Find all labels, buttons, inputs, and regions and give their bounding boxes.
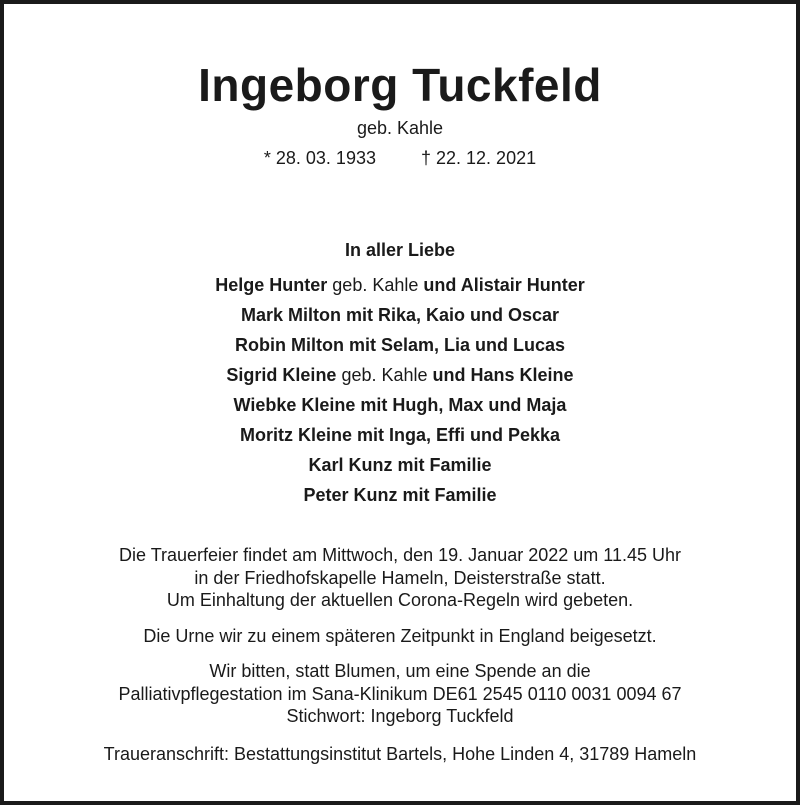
mourner-line	[0, 364, 800, 394]
deceased-name: Ingeborg Tuckfeld	[198, 59, 602, 111]
mourner-line	[0, 394, 800, 424]
mourning-address: Traueranschrift: Bestattungsinstitut Bartels, Hohe Linden 4, 31789 Hameln	[103, 744, 697, 764]
mourner-line	[0, 484, 800, 514]
mourner-line	[0, 454, 800, 484]
funeral-info	[0, 544, 800, 612]
in-love-heading: In aller Liebe	[344, 240, 456, 260]
funeral-line: Um Einhaltung der aktuellen Corona-Regeln wird gebeten.	[166, 590, 634, 610]
mourner-name: Moritz Kleine mit Inga, Effi und Pekka	[239, 425, 561, 445]
mourner-name: Mark Milton mit Rika, Kaio und Oscar	[240, 305, 560, 325]
death-date: † 22. 12. 2021	[421, 148, 537, 168]
donation-line: Stichwort: Ingeborg Tuckfeld	[286, 706, 514, 726]
mourner-line	[0, 424, 800, 454]
mourner-line	[0, 304, 800, 334]
mourner-name: Helge Hunter	[215, 275, 328, 295]
mourner-line	[0, 334, 800, 364]
mourner-note: geb. Kahle	[336, 365, 433, 385]
mourner-name: Sigrid Kleine	[226, 365, 337, 385]
mourner-line	[0, 274, 800, 304]
donation-line: Palliativpflegestation im Sana-Klinikum DE61 2545 0110 0031 0094 67	[118, 683, 682, 704]
funeral-line: Die Trauerfeier findet am Mittwoch, den 19. Januar 2022 um 11.45 Uhr	[119, 545, 681, 565]
mourner-name: und Hans Kleine	[432, 365, 574, 385]
funeral-line: in der Friedhofskapelle Hameln, Deisterstraße statt.	[194, 567, 606, 588]
life-dates	[0, 148, 800, 169]
mourner-note: geb. Kahle	[327, 275, 424, 295]
birth-date: * 28. 03. 1933	[263, 148, 376, 168]
maiden-name: geb. Kahle	[356, 118, 444, 138]
urn-info: Die Urne wir zu einem späteren Zeitpunkt in England beigesetzt.	[143, 626, 657, 646]
mourner-name: Peter Kunz mit Familie	[303, 485, 497, 505]
mourner-name: Robin Milton mit Selam, Lia und Lucas	[234, 335, 566, 355]
mourner-name: und Alistair Hunter	[423, 275, 585, 295]
mourner-name: Karl Kunz mit Familie	[308, 455, 492, 475]
mourners-list	[0, 274, 800, 514]
donation-info	[0, 660, 800, 728]
mourner-name: Wiebke Kleine mit Hugh, Max und Maja	[233, 395, 567, 415]
donation-line: Wir bitten, statt Blumen, um eine Spende an die	[209, 661, 591, 681]
